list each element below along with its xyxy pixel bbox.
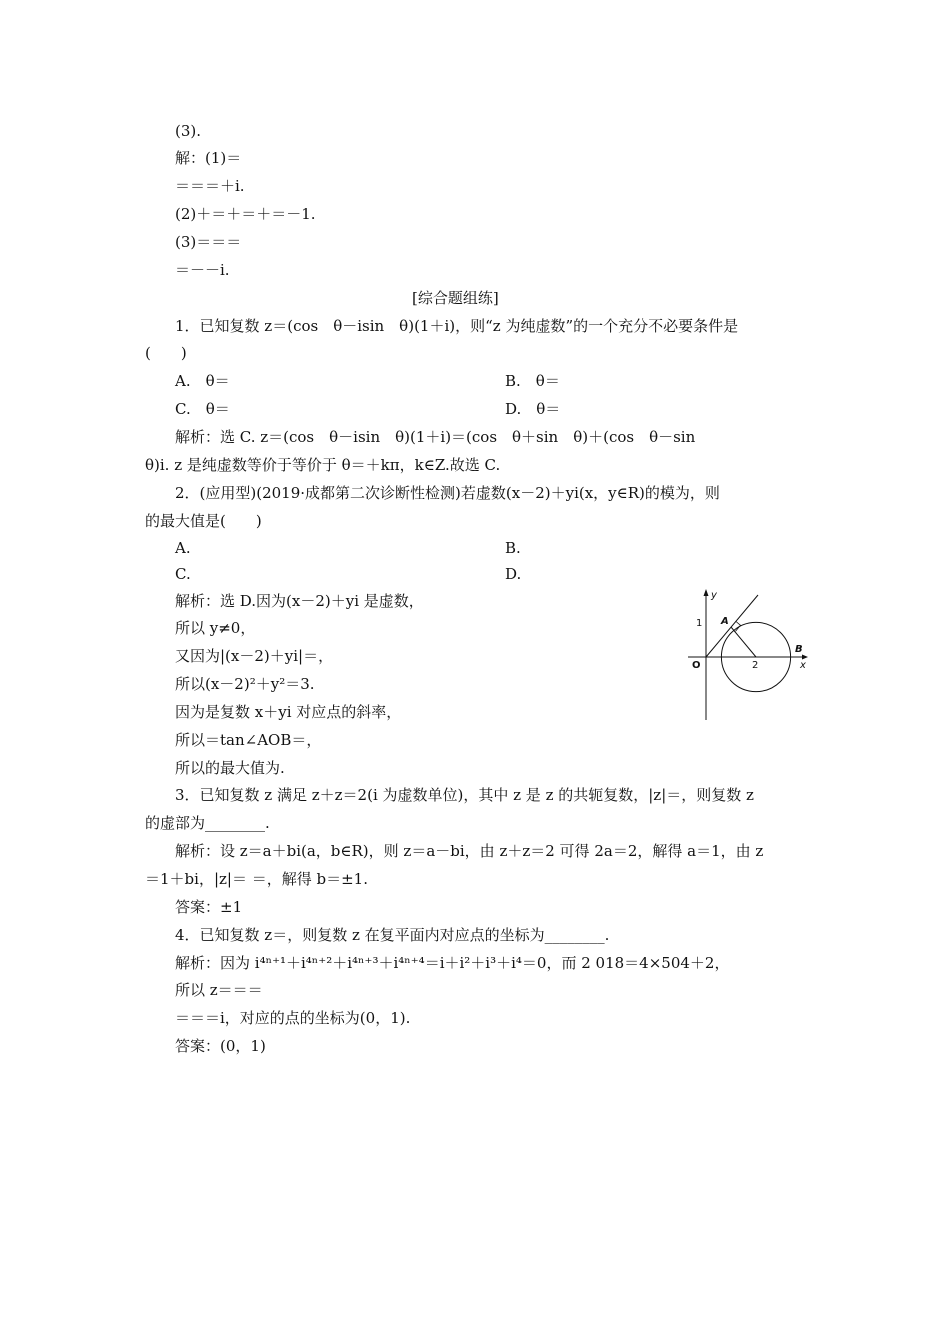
x-axis-label: x xyxy=(800,660,806,671)
radius-line xyxy=(731,627,756,657)
line-l6: ＝－－i. xyxy=(175,261,230,279)
answer-3: 答案：±1 xyxy=(175,898,243,916)
question-2-option-a: A. xyxy=(175,539,191,557)
solution-2-line-6: 所以＝tan∠AOB＝， xyxy=(175,731,322,749)
solution-2-line-3: 又因为|(x－2)＋yi|＝， xyxy=(175,647,334,665)
solution-4-line-2: 所以 z＝＝＝ xyxy=(175,981,263,999)
solution-2-line-5: 因为是复数 x＋yi 对应点的斜率， xyxy=(175,703,402,721)
x-axis-arrow xyxy=(802,655,808,660)
question-1-option-d: D. θ＝ xyxy=(505,400,561,418)
tick-label-1: 1 xyxy=(696,618,703,629)
section-title: [综合题组练] xyxy=(412,289,499,307)
point-a-label: A xyxy=(721,616,729,627)
question-1-option-b: B. θ＝ xyxy=(505,372,560,390)
circle-diagram xyxy=(688,586,813,722)
question-3-text: 3．已知复数 z 满足 z＋z＝2(i 为虚数单位)，其中 z 是 z 的共轭复数，|z|＝，则复数 z xyxy=(175,786,754,804)
y-axis-arrow xyxy=(704,589,709,596)
question-2-option-b: B. xyxy=(505,539,521,557)
answer-4: 答案：(0，1) xyxy=(175,1037,266,1055)
question-1-option-c: C. θ＝ xyxy=(175,400,230,418)
solution-3-line-2: ＝1＋bi，|z|＝ ＝，解得 b＝±1. xyxy=(145,870,368,888)
solution-2-line-4: 所以(x－2)²＋y²＝3. xyxy=(175,675,315,693)
solution-3-line-1: 解析：设 z＝a＋bi(a，b∈R)，则 z＝a－bi，由 z＋z＝2 可得 2a＝2，解得 a＝1，由 z xyxy=(175,842,764,860)
solution-1-line-2: θ)i. z 是纯虚数等价于等价于 θ＝＋kπ，k∈Z.故选 C. xyxy=(145,456,501,474)
solution-4-line-1: 解析：因为 i⁴ⁿ⁺¹＋i⁴ⁿ⁺²＋i⁴ⁿ⁺³＋i⁴ⁿ⁺⁴＝i＋i²＋i³＋i⁴＝0，而 2 018＝4×504＋2， xyxy=(175,954,730,972)
tangent-line xyxy=(706,595,758,657)
point-b-label: B xyxy=(795,644,803,655)
question-2-text: 2．(应用型)(2019·成都第二次诊断性检测)若虚数(x－2)＋yi(x，y∈R)的模为，则 xyxy=(175,484,720,502)
question-2-option-c: C. xyxy=(175,565,191,583)
question-1-text: 1．已知复数 z＝(cos θ－isin θ)(1＋i)，则“z 为纯虚数”的一个充分不必要条件是 xyxy=(175,317,739,335)
line-l2: 解：(1)＝ xyxy=(175,149,242,167)
question-3-line-2: 的虚部为________. xyxy=(145,814,270,832)
line-l5: (3)＝＝＝ xyxy=(175,233,242,251)
y-axis-label: y xyxy=(711,590,717,601)
solution-1-line-1: 解析：选 C. z＝(cos θ－isin θ)(1＋i)＝(cos θ＋sin θ)＋(cos θ－sin xyxy=(175,428,696,446)
solution-2-line-7: 所以的最大值为. xyxy=(175,759,285,777)
right-angle-mark xyxy=(736,622,741,632)
origin-label: O xyxy=(692,660,701,671)
solution-4-line-3: ＝＝＝i，对应的点的坐标为(0，1). xyxy=(175,1009,411,1027)
tick-label-2: 2 xyxy=(752,660,759,671)
solution-2-line-1: 解析：选 D.因为(x－2)＋yi 是虚数， xyxy=(175,592,424,610)
question-2-line-2: 的最大值是( ) xyxy=(145,512,262,530)
question-1-paren: ( ) xyxy=(145,344,187,362)
question-1-option-a: A. θ＝ xyxy=(175,372,230,390)
question-4-text: 4．已知复数 z＝，则复数 z 在复平面内对应点的坐标为________. xyxy=(175,926,610,944)
line-l4: (2)＋＝＋＝＋＝－1. xyxy=(175,205,316,223)
line-l1: (3). xyxy=(175,122,202,140)
solution-2-line-2: 所以 y≠0， xyxy=(175,619,256,637)
line-l3: ＝＝＝＋i. xyxy=(175,177,245,195)
question-2-option-d: D. xyxy=(505,565,522,583)
